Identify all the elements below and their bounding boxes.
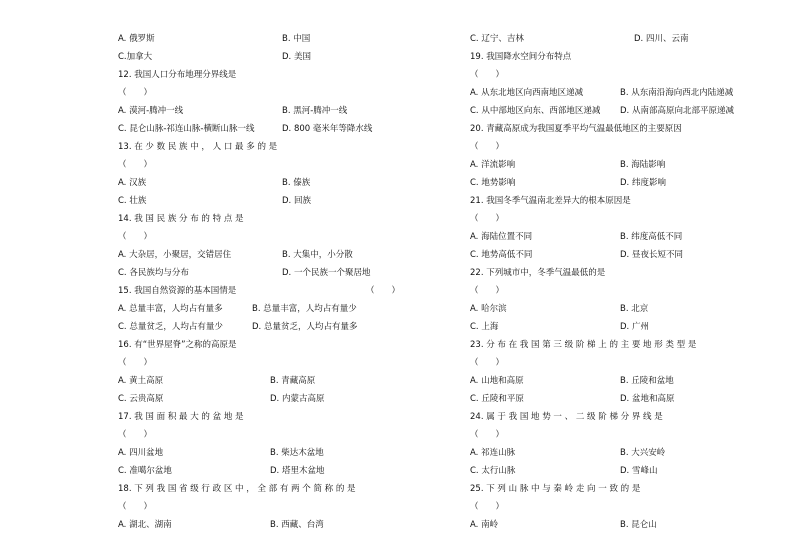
option-row — [470, 444, 752, 462]
option-b: B. 西藏、台湾 — [270, 520, 324, 530]
option-d: D. 美国 — [282, 52, 311, 62]
option-d: D. 回族 — [282, 196, 311, 206]
option-row — [118, 102, 400, 120]
option-b: B. 总量丰富，人均占有量少 — [252, 304, 357, 314]
option-row — [118, 372, 400, 390]
question-22: 22. 下列城市中，冬季气温最低的是 — [470, 268, 606, 278]
option-b: B. 傣族 — [282, 178, 311, 188]
option-row — [470, 156, 752, 174]
option-c: C. 云贵高原 — [118, 394, 164, 404]
question-12: 12. 我国人口分布地理分界线是 — [118, 70, 237, 80]
option-c: C.加拿大 — [118, 52, 153, 62]
option-a: A. 祁连山脉 — [470, 448, 516, 458]
option-d: D. 800 毫米年等降水线 — [282, 124, 373, 134]
option-d: D. 塔里木盆地 — [270, 466, 325, 476]
option-row — [470, 390, 752, 408]
option-a: A. 南岭 — [470, 520, 499, 530]
question-16: 16. 有“世界屋脊”之称的高原是 — [118, 340, 237, 350]
answer-paren: （ ） — [118, 232, 153, 242]
question-23: 23. 分 布 在 我 国 第 三 级 阶 梯 上 的 主 要 地 形 类 型 是 — [470, 340, 697, 350]
option-b: B. 从东南沿海向西北内陆递减 — [620, 88, 734, 98]
answer-paren: （ ） — [118, 88, 153, 98]
option-c: C. 壮族 — [118, 196, 147, 206]
option-row — [470, 318, 752, 336]
option-a: A. 洋流影响 — [470, 160, 516, 170]
option-a: A. 漠河-腾冲一线 — [118, 106, 184, 116]
option-a: A. 黄土高原 — [118, 376, 164, 386]
option-d: D. 一个民族一个聚居地 — [282, 268, 371, 278]
option-a: A. 海陆位置不同 — [470, 232, 533, 242]
option-c: C. 地势影响 — [470, 178, 516, 188]
option-row — [470, 372, 752, 390]
answer-paren: （ ） — [470, 70, 505, 80]
option-row — [118, 48, 400, 66]
option-b: B. 柴达木盆地 — [270, 448, 324, 458]
option-row — [118, 390, 400, 408]
option-b: B. 昆仑山 — [620, 520, 657, 530]
option-row — [118, 174, 400, 192]
option-row — [470, 462, 752, 480]
option-c: C. 从中部地区向东、西部地区递减 — [470, 106, 601, 116]
option-c: C. 准噶尔盆地 — [118, 466, 172, 476]
option-b: B. 海陆影响 — [620, 160, 666, 170]
option-b: B. 青藏高原 — [270, 376, 316, 386]
option-c: C. 丘陵和平原 — [470, 394, 524, 404]
question-24: 24. 属 于 我 国 地 势 一 、 二 级 阶 梯 分 界 线 是 — [470, 412, 663, 422]
option-c: C. 上海 — [470, 322, 499, 332]
question-14: 14. 我 国 民 族 分 布 的 特 点 是 — [118, 214, 244, 224]
question-15 — [118, 282, 400, 300]
option-c: C. 各民族均与分布 — [118, 268, 189, 278]
option-d: D. 内蒙古高原 — [270, 394, 325, 404]
option-row — [118, 462, 400, 480]
answer-paren: （ ） — [470, 430, 505, 440]
question-17: 17. 我 国 面 积 最 大 的 盆 地 是 — [118, 412, 244, 422]
option-row — [118, 120, 400, 138]
answer-paren: （ ） — [118, 358, 153, 368]
option-row — [470, 102, 752, 120]
option-row — [118, 30, 400, 48]
option-d: D. 盆地和高原 — [620, 394, 675, 404]
answer-paren: （ ） — [118, 502, 153, 512]
question-15-text: 15. 我国自然资源的基本国情是 — [118, 286, 237, 296]
option-a: A. 总量丰富，人均占有量多 — [118, 304, 223, 314]
option-row — [118, 264, 400, 282]
option-d: D. 总量贫乏，人均占有量多 — [252, 322, 358, 332]
option-d: D. 纬度影响 — [620, 178, 666, 188]
option-b: B. 黑河-腾冲一线 — [282, 106, 348, 116]
option-c: C. 总量贫乏，人均占有量少 — [118, 322, 223, 332]
question-19: 19. 我国降水空间分布特点 — [470, 52, 572, 62]
option-a: A. 四川盆地 — [118, 448, 164, 458]
answer-paren: （ ） — [118, 430, 153, 440]
option-row — [118, 192, 400, 210]
option-a: A. 大杂居，小聚居，交错居住 — [118, 250, 232, 260]
option-d: D. 雪峰山 — [620, 466, 658, 476]
answer-paren: （ ） — [118, 160, 153, 170]
question-18: 18. 下 列 我 国 省 级 行 政 区 中 ， 全 部 有 两 个 简 称 的 是 — [118, 484, 356, 494]
answer-paren: （ ） — [470, 502, 505, 512]
option-d: D. 从南部高原向北部平原递减 — [620, 106, 734, 116]
option-d: D. 四川、云南 — [634, 34, 689, 44]
option-row — [470, 174, 752, 192]
option-row — [118, 246, 400, 264]
question-20: 20. 青藏高原成为我国夏季平均气温最低地区的主要原因 — [470, 124, 682, 134]
option-a: A. 从东北地区向西南地区递减 — [470, 88, 584, 98]
option-a: A. 汉族 — [118, 178, 147, 188]
option-row — [118, 300, 400, 318]
option-b: B. 丘陵和盆地 — [620, 376, 674, 386]
option-row — [470, 246, 752, 264]
option-row — [470, 30, 752, 48]
option-row — [470, 516, 752, 534]
question-21: 21. 我国冬季气温南北差异大的根本原因是 — [470, 196, 631, 206]
option-b: B. 纬度高低不同 — [620, 232, 683, 242]
option-row — [118, 444, 400, 462]
answer-paren: （ ） — [470, 358, 505, 368]
option-c: C. 地势高低不同 — [470, 250, 533, 260]
option-row — [470, 84, 752, 102]
option-b: B. 中国 — [282, 34, 311, 44]
answer-paren: （ ） — [470, 214, 505, 224]
answer-paren: （ ） — [366, 286, 401, 296]
option-c: C. 昆仑山脉-祁连山脉-横断山脉一线 — [118, 124, 255, 134]
option-a: A. 山地和高原 — [470, 376, 524, 386]
option-row — [470, 228, 752, 246]
answer-paren: （ ） — [470, 286, 505, 296]
option-a: A. 俄罗斯 — [118, 34, 155, 44]
option-a: A. 哈尔滨 — [470, 304, 507, 314]
option-c: C. 辽宁、吉林 — [470, 34, 524, 44]
question-25: 25. 下 列 山 脉 中 与 秦 岭 走 向 一 致 的 是 — [470, 484, 641, 494]
option-row — [470, 300, 752, 318]
option-b: B. 大兴安岭 — [620, 448, 666, 458]
option-row — [118, 318, 400, 336]
option-c: C. 太行山脉 — [470, 466, 516, 476]
question-13: 13. 在 少 数 民 族 中 ， 人 口 最 多 的 是 — [118, 142, 278, 152]
option-b: B. 大集中，小分散 — [282, 250, 353, 260]
option-d: D. 广州 — [620, 322, 649, 332]
option-d: D. 昼夜长短不同 — [620, 250, 683, 260]
option-b: B. 北京 — [620, 304, 649, 314]
option-a: A. 湖北、湖南 — [118, 520, 172, 530]
option-row — [118, 516, 400, 534]
answer-paren: （ ） — [470, 142, 505, 152]
